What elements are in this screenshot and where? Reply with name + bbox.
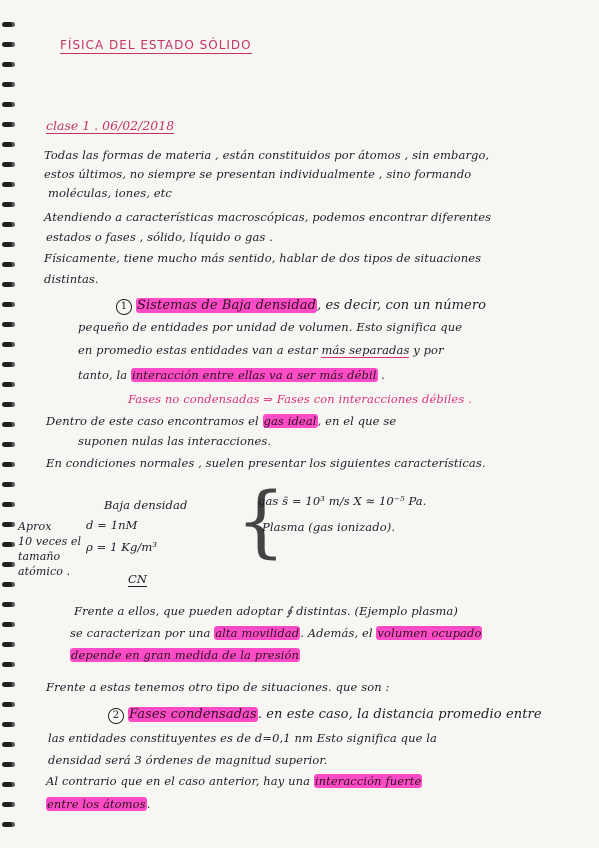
highlighted-text: volumen ocupado bbox=[377, 626, 482, 640]
binding-ring bbox=[2, 302, 12, 307]
binding-ring bbox=[2, 142, 12, 147]
situation-1-heading bbox=[116, 298, 486, 315]
binding-ring bbox=[2, 442, 12, 447]
binding-ring bbox=[2, 362, 12, 367]
note-line: Frente a estas tenemos otro tipo de situaciones. que son : bbox=[46, 680, 390, 694]
binding-ring bbox=[2, 542, 12, 547]
binding-ring bbox=[2, 762, 12, 767]
binding-ring bbox=[2, 462, 12, 467]
binding-ring bbox=[2, 182, 12, 187]
binding-ring bbox=[2, 262, 12, 267]
note-line: Todas las formas de materia , están constituidos por átomos , sin embargo, bbox=[44, 148, 490, 162]
binding-ring bbox=[2, 782, 12, 787]
note-line bbox=[46, 797, 150, 811]
binding-ring bbox=[2, 102, 12, 107]
note-line: Físicamente, tiene mucho más sentido, hablar de dos tipos de situaciones bbox=[44, 251, 482, 265]
highlighted-text: Sistemas de Baja densidad bbox=[137, 298, 317, 313]
distance-value: d = 1nM bbox=[86, 518, 138, 532]
highlighted-text: alta movilidad bbox=[215, 626, 300, 640]
note-line bbox=[78, 343, 444, 357]
binding-ring bbox=[2, 822, 12, 827]
binding-ring bbox=[2, 122, 12, 127]
note-text: . bbox=[146, 797, 151, 811]
side-note: Aprox bbox=[18, 520, 52, 533]
binding-ring bbox=[2, 702, 12, 707]
side-note: atómico . bbox=[18, 565, 71, 578]
highlighted-text: gas ideal bbox=[263, 414, 317, 428]
note-line: distintas. bbox=[44, 272, 99, 286]
number-badge: 2 bbox=[108, 708, 124, 724]
note-line: estados o fases , sólido, líquido o gas . bbox=[46, 230, 273, 244]
binding-ring bbox=[2, 382, 12, 387]
note-line: moléculas, iones, etc bbox=[48, 186, 172, 200]
side-note: 10 veces el bbox=[18, 535, 82, 548]
note-line: En condiciones normales , suelen presentar los siguientes características. bbox=[46, 456, 486, 470]
highlighted-text: interacción entre ellas va a ser más débil bbox=[131, 368, 377, 382]
note-line: las entidades constituyentes es de d=0,1 nm Esto significa que la bbox=[48, 731, 438, 745]
binding-ring bbox=[2, 522, 12, 527]
pink-note-line: Fases no condensadas ⇒ Fases con interacciones débiles . bbox=[128, 392, 472, 406]
note-text: . en este caso, la distancia promedio entre bbox=[257, 707, 542, 722]
binding-ring bbox=[2, 682, 12, 687]
binding-ring bbox=[2, 242, 12, 247]
note-text: , es decir, con un número bbox=[317, 298, 487, 313]
note-text: y por bbox=[409, 343, 444, 357]
binding-ring bbox=[2, 582, 12, 587]
binding-ring bbox=[2, 722, 12, 727]
baja-densidad-label: Baja densidad bbox=[104, 498, 188, 512]
binding-ring bbox=[2, 422, 12, 427]
curly-brace: { bbox=[236, 477, 286, 567]
binding-ring bbox=[2, 282, 12, 287]
note-line: Atendiendo a características macroscópicas, podemos encontrar diferentes bbox=[44, 210, 492, 224]
note-line bbox=[46, 414, 396, 428]
binding-ring bbox=[2, 42, 12, 47]
note-text: . bbox=[377, 368, 386, 382]
binding-ring bbox=[2, 342, 12, 347]
binding-ring bbox=[2, 202, 12, 207]
note-text: . Además, el bbox=[300, 626, 377, 640]
binding-ring bbox=[2, 802, 12, 807]
binding-ring bbox=[2, 162, 12, 167]
side-note: tamaño bbox=[18, 550, 61, 563]
binding-ring bbox=[2, 622, 12, 627]
note-line: densidad será 3 órdenes de magnitud superior. bbox=[48, 753, 328, 767]
note-line: estos últimos, no siempre se presentan individualmente , sino formando bbox=[44, 167, 472, 181]
note-text: , en el que se bbox=[317, 414, 397, 428]
note-text: tanto, la bbox=[78, 368, 131, 382]
binding-ring bbox=[2, 402, 12, 407]
situation-2-heading bbox=[108, 707, 542, 724]
note-line bbox=[78, 368, 385, 382]
binding-ring bbox=[2, 222, 12, 227]
note-line: suponen nulas las interacciones. bbox=[78, 434, 272, 448]
binding-ring bbox=[2, 62, 12, 67]
binding-ring bbox=[2, 642, 12, 647]
binding-ring bbox=[2, 742, 12, 747]
binding-ring bbox=[2, 22, 12, 27]
note-line: Frente a ellos, que pueden adoptar ∮ distintas. (Ejemplo plasma) bbox=[74, 604, 458, 618]
binding-ring bbox=[2, 482, 12, 487]
highlighted-text: depende en gran medida de la presión bbox=[71, 648, 300, 662]
spiral-binding bbox=[0, 0, 24, 848]
class-date-text: clase 1 . 06/02/2018 bbox=[46, 118, 175, 133]
page-title: FÍSICA DEL ESTADO SÓLIDO bbox=[60, 38, 252, 52]
underlined-text: más separadas bbox=[321, 343, 410, 357]
binding-ring bbox=[2, 502, 12, 507]
binding-ring bbox=[2, 662, 12, 667]
note-text: se caracterizan por una bbox=[70, 626, 215, 640]
highlighted-text: entre los átomos bbox=[47, 797, 146, 811]
plasma-label: Plasma (gas ionizado). bbox=[262, 520, 396, 534]
note-text: Al contrario que en el caso anterior, hay una bbox=[46, 774, 314, 788]
binding-ring bbox=[2, 82, 12, 87]
highlighted-text: Fases condensadas bbox=[129, 707, 257, 722]
binding-ring bbox=[2, 322, 12, 327]
gas-properties: gas s̄ = 10³ m/s X ≈ 10⁻⁵ Pa. bbox=[258, 494, 427, 508]
highlighted-text: interacción fuerte bbox=[314, 774, 422, 788]
note-line bbox=[70, 626, 482, 640]
note-text: Dentro de este caso encontramos el bbox=[46, 414, 263, 428]
number-badge: 1 bbox=[116, 299, 132, 315]
note-line bbox=[46, 774, 422, 788]
note-line: pequeño de entidades por unidad de volumen. Esto significa que bbox=[78, 320, 463, 334]
note-text: en promedio estas entidades van a estar bbox=[78, 343, 322, 357]
cn-label: CN bbox=[128, 572, 148, 586]
binding-ring bbox=[2, 562, 12, 567]
density-value: ρ = 1 Kg/m³ bbox=[86, 540, 158, 554]
note-line bbox=[70, 648, 300, 662]
class-date-heading bbox=[46, 118, 174, 133]
binding-ring bbox=[2, 602, 12, 607]
